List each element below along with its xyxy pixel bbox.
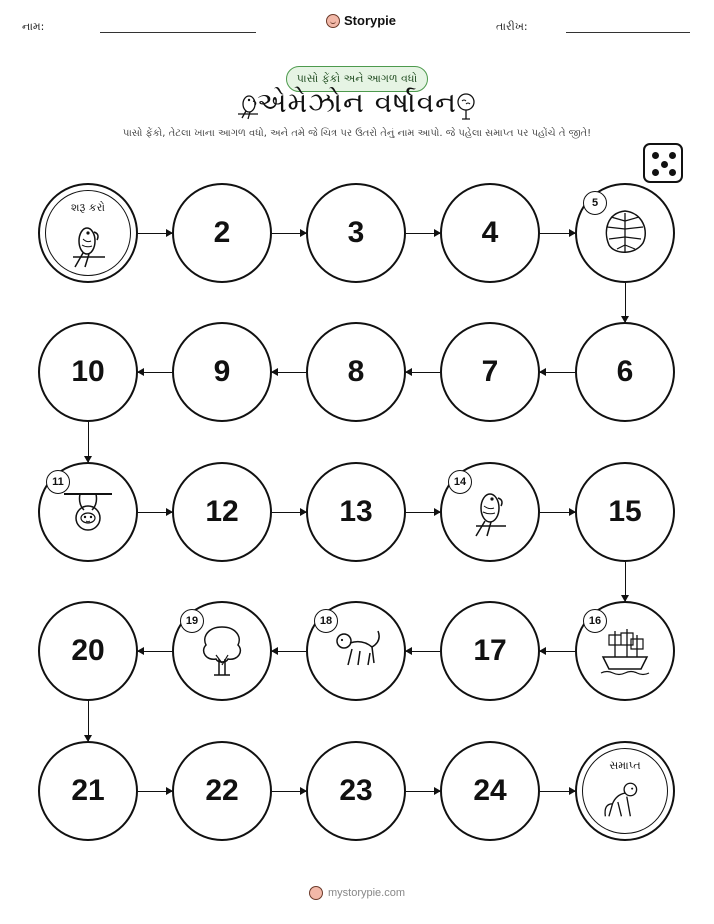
path-arrow [88, 701, 89, 741]
cell-number-badge: 19 [180, 609, 204, 633]
path-arrow [625, 283, 626, 322]
start-cell[interactable] [38, 183, 138, 283]
dice-pip [652, 152, 659, 159]
board-cell-15[interactable] [575, 462, 675, 562]
brand [326, 13, 396, 28]
page-title: એમેઝોન વર્ષાવન [256, 86, 458, 119]
board-cell-4[interactable] [440, 183, 540, 283]
cell-number: 3 [347, 216, 365, 249]
path-arrow [406, 512, 440, 513]
board-cell-12[interactable] [172, 462, 272, 562]
path-arrow [406, 791, 440, 792]
cell-number: 4 [481, 216, 499, 249]
board-cell-21[interactable] [38, 741, 138, 841]
parrot-icon [63, 219, 113, 269]
cell-number: 20 [71, 634, 105, 667]
sloth-icon [60, 484, 116, 540]
cell-number: 17 [473, 634, 507, 667]
board-cell-8[interactable] [306, 322, 406, 422]
board-cell-3[interactable] [306, 183, 406, 283]
board-cell-10[interactable] [38, 322, 138, 422]
parrot-icon [462, 484, 518, 540]
cell-number: 22 [205, 774, 239, 807]
board-cell-24[interactable] [440, 741, 540, 841]
dice-pip [669, 152, 676, 159]
brand-name: Storypie [344, 13, 397, 28]
path-arrow [540, 791, 575, 792]
cell-number: 8 [347, 355, 365, 388]
name-label: નામ: [22, 20, 45, 33]
cell-number: 15 [608, 495, 642, 528]
monkey-icon [600, 777, 650, 827]
ship-icon [597, 623, 653, 679]
path-arrow [540, 651, 575, 652]
cell-number: 13 [339, 495, 373, 528]
dice-pip [652, 169, 659, 176]
cell-number: 12 [205, 495, 239, 528]
cell-number: 7 [481, 355, 499, 388]
path-arrow [406, 233, 440, 234]
board-cell-9[interactable] [172, 322, 272, 422]
board-cell-2[interactable] [172, 183, 272, 283]
cell-number-badge: 18 [314, 609, 338, 633]
path-arrow [88, 422, 89, 462]
tree-icon [194, 623, 250, 679]
cell-number: 9 [213, 355, 231, 388]
cell-number-badge: 5 [583, 191, 607, 215]
instructions: પાસો ફેંકો, તેટલા ખાના આગળ વધો, અને તમે જે ચિત્ર પર ઉતરો તેનું નામ આપો. જે પહેલા સમાપ્ત પર પહોંચે તે જીતે! [122, 128, 592, 139]
cell-number: 21 [71, 774, 105, 807]
start-label: શરૂ કરો [70, 201, 106, 214]
storypie-logo-icon [309, 886, 323, 900]
cell-number: 23 [339, 774, 373, 807]
monstera-leaf-icon [597, 205, 653, 261]
monkey-icon [328, 623, 384, 679]
board-cell-7[interactable] [440, 322, 540, 422]
dice-icon[interactable] [643, 143, 683, 183]
footer [0, 886, 714, 900]
cell-number: 10 [71, 355, 105, 388]
finish-cell[interactable] [575, 741, 675, 841]
cell-number-badge: 14 [448, 470, 472, 494]
board-cell-13[interactable] [306, 462, 406, 562]
path-arrow [272, 512, 306, 513]
dice-pip [661, 161, 668, 168]
cell-number: 6 [616, 355, 634, 388]
cell-number: 2 [213, 216, 231, 249]
path-arrow [138, 233, 172, 234]
path-arrow [272, 791, 306, 792]
subtitle-pill: પાસો ફેંકો અને આગળ વધો [286, 66, 428, 92]
path-arrow [272, 651, 306, 652]
board-cell-23[interactable] [306, 741, 406, 841]
path-arrow [138, 791, 172, 792]
finish-label: સમાપ્ત [609, 759, 641, 772]
path-arrow [406, 372, 440, 373]
name-line[interactable] [100, 32, 256, 33]
footer-url[interactable]: mystorypie.com [327, 887, 406, 899]
cell-number-badge: 16 [583, 609, 607, 633]
board-cell-6[interactable] [575, 322, 675, 422]
path-arrow [540, 512, 575, 513]
path-arrow [138, 651, 172, 652]
board-cell-22[interactable] [172, 741, 272, 841]
cell-number-badge: 11 [46, 470, 70, 494]
board-cell-17[interactable] [440, 601, 540, 701]
path-arrow [272, 372, 306, 373]
storypie-logo-icon [326, 14, 340, 28]
board-cell-20[interactable] [38, 601, 138, 701]
path-arrow [138, 512, 172, 513]
path-arrow [406, 651, 440, 652]
dice-pip [669, 169, 676, 176]
date-label: તારીખ: [496, 20, 528, 33]
date-line[interactable] [566, 32, 690, 33]
path-arrow [272, 233, 306, 234]
tree-icon [452, 92, 480, 120]
path-arrow [540, 233, 575, 234]
path-arrow [625, 562, 626, 601]
path-arrow [138, 372, 172, 373]
cell-number: 24 [473, 774, 507, 807]
path-arrow [540, 372, 575, 373]
